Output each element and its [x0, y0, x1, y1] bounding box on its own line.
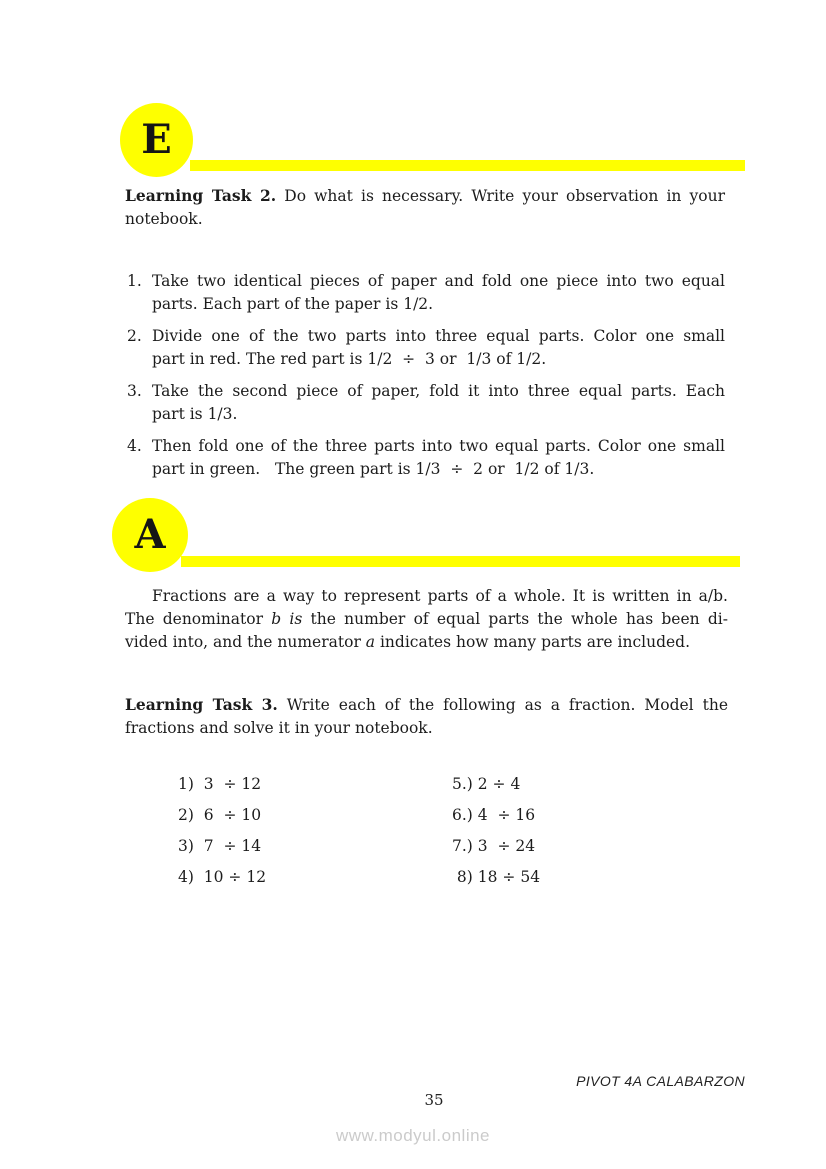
step-line: Take two identical pieces of paper and fold one piece into two equal — [152, 272, 725, 290]
fractions-line-1: Fractions are a way to represent parts of a whole. It is written in a/b. — [152, 587, 728, 605]
page-number: 35 — [424, 1091, 444, 1109]
learning-task-2-line-2: notebook. — [125, 210, 203, 228]
step-line: part in red. The red part is 1/2 ÷ 3 or 1/3 of 1/2. — [152, 350, 547, 368]
footer-brand: PIVOT 4A CALABARZON — [576, 1073, 745, 1089]
watermark-url: www.modyul.online — [335, 1126, 491, 1145]
learning-task-3-paragraph — [125, 693, 728, 740]
fractions-text: The denominator — [125, 610, 272, 628]
section-badge-a — [112, 498, 188, 572]
fractions-paragraph — [125, 585, 728, 654]
exercise-item-5: 5.) 2 ÷ 4 — [452, 775, 521, 793]
step-line: part in green. The green part is 1/3 ÷ 2 or 1/2 of 1/3. — [152, 460, 595, 478]
learning-task-3-line-1 — [125, 693, 728, 717]
fractions-text: vided into, and the numerator — [125, 633, 366, 651]
fractions-text: indicates how many parts are included. — [375, 633, 691, 651]
learning-task-3-line-2: fractions and solve it in your notebook. — [125, 719, 433, 737]
learning-task-2-text: Do what is necessary. Write your observation in your — [276, 187, 725, 205]
step-number: 2. — [127, 327, 142, 345]
step-line: part is 1/3. — [152, 405, 238, 423]
fractions-variable-a: a — [365, 633, 376, 651]
exercise-list — [178, 773, 540, 889]
step-item-2 — [127, 325, 725, 371]
yellow-divider-e — [190, 160, 745, 171]
step-line: Take the second piece of paper, fold it into three equal parts. Each — [152, 382, 725, 400]
fractions-line-2 — [125, 608, 728, 631]
step-item-4 — [127, 435, 725, 481]
step-line: Then fold one of the three parts into two equal parts. Color one small — [152, 437, 725, 455]
section-letter-a: A — [134, 511, 166, 558]
learning-task-3-label: Learning Task 3. — [125, 695, 278, 714]
step-line: parts. Each part of the paper is 1/2. — [152, 295, 434, 313]
steps-list — [127, 270, 725, 490]
learning-task-2-line-1 — [125, 184, 725, 208]
exercise-item-8: 8) 18 ÷ 54 — [452, 868, 541, 886]
exercise-item-1: 1) 3 ÷ 12 — [178, 775, 262, 793]
learning-task-2-paragraph — [125, 184, 725, 231]
fractions-text: the number of equal parts the whole has been di- — [302, 610, 728, 628]
exercise-item-3: 3) 7 ÷ 14 — [178, 837, 262, 855]
step-item-1 — [127, 270, 725, 316]
exercise-item-7: 7.) 3 ÷ 24 — [452, 837, 536, 855]
step-number: 1. — [127, 272, 142, 290]
learning-task-3-text: Write each of the following as a fraction. Model the — [277, 696, 728, 714]
fractions-variable-b: b is — [271, 610, 303, 628]
exercise-item-6: 6.) 4 ÷ 16 — [452, 806, 536, 824]
step-line: Divide one of the two parts into three equal parts. Color one small — [152, 327, 725, 345]
section-badge-e — [120, 103, 193, 177]
step-item-3 — [127, 380, 725, 426]
step-number: 4. — [127, 437, 142, 455]
learning-task-2-label: Learning Task 2. — [125, 186, 277, 205]
exercise-item-2: 2) 6 ÷ 10 — [178, 806, 262, 824]
section-letter-e: E — [141, 116, 172, 163]
exercise-item-4: 4) 10 ÷ 12 — [178, 868, 267, 886]
step-number: 3. — [127, 382, 142, 400]
fractions-line-3 — [125, 631, 728, 654]
yellow-divider-a — [181, 556, 740, 567]
